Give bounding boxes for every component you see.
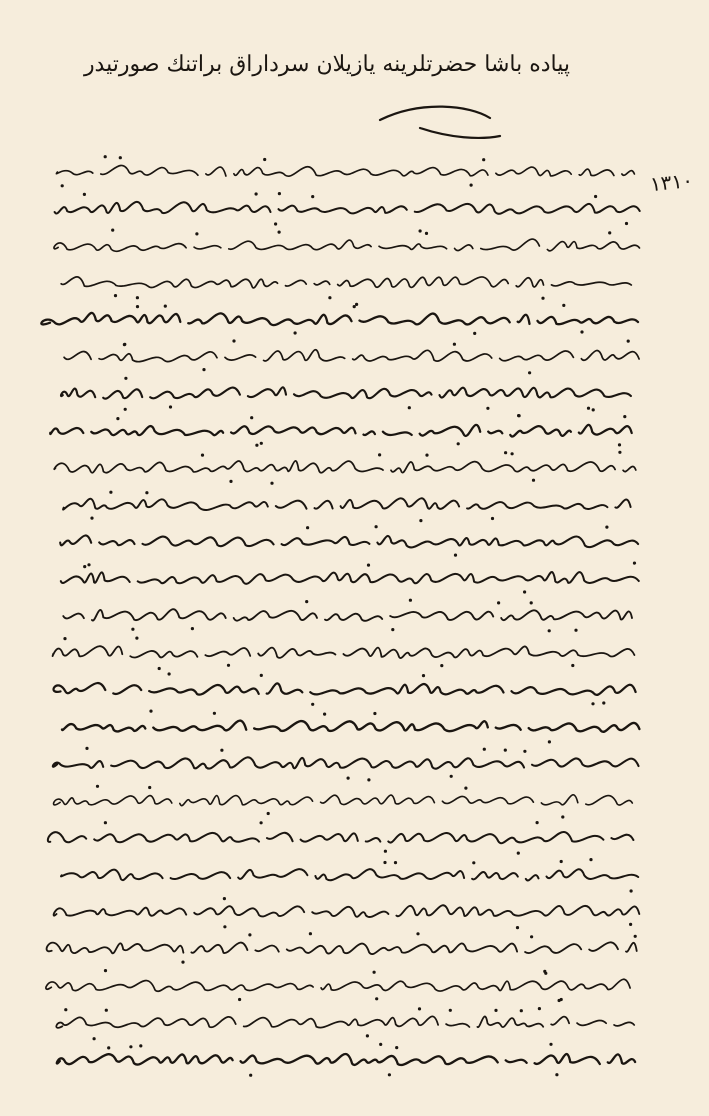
diacritic-dot — [260, 674, 263, 677]
diacritic-dot — [249, 1074, 252, 1077]
diacritic-dot — [561, 815, 564, 818]
diacritic-dot — [409, 599, 412, 602]
diacritic-dot — [504, 749, 507, 752]
diacritic-dot — [83, 193, 86, 196]
diacritic-dot — [83, 565, 86, 568]
diacritic-dot — [201, 454, 204, 457]
diacritic-dot — [63, 637, 66, 640]
diacritic-dot — [149, 710, 152, 713]
handwriting-line — [60, 535, 638, 547]
diacritic-dot — [104, 821, 107, 824]
diacritic-dot — [111, 229, 114, 232]
handwriting-line — [63, 609, 632, 621]
handwriting-line — [46, 979, 630, 991]
diacritic-dot — [274, 222, 277, 225]
diacritic-dot — [191, 627, 194, 630]
diacritic-dot — [328, 296, 331, 299]
diacritic-dot — [383, 861, 386, 864]
handwriting-line — [54, 905, 640, 917]
diacritic-dot — [311, 195, 314, 198]
diacritic-dot — [425, 232, 428, 235]
diacritic-dot — [123, 343, 126, 346]
diacritic-dot — [536, 821, 539, 824]
diacritic-dot — [408, 406, 411, 409]
diacritic-dot — [355, 303, 358, 306]
diacritic-dot — [633, 562, 636, 565]
diacritic-dot — [587, 407, 590, 410]
diacritic-dot — [260, 442, 263, 445]
diacritic-dot — [158, 667, 161, 670]
diacritic-dot — [491, 517, 494, 520]
diacritic-dot — [482, 158, 485, 161]
diacritic-dot — [562, 304, 565, 307]
handwriting-line — [41, 313, 638, 325]
handwriting-line — [56, 1016, 634, 1027]
diacritic-dot — [64, 1008, 67, 1011]
diacritic-dot — [229, 480, 232, 483]
diacritic-dot — [213, 712, 216, 715]
diacritic-dot — [278, 231, 281, 234]
diacritic-dot — [450, 775, 453, 778]
handwriting-line — [61, 387, 631, 398]
diacritic-dot — [202, 368, 205, 371]
diacritic-dot — [634, 935, 637, 938]
diacritic-dot — [347, 777, 350, 780]
diacritic-dot — [367, 564, 370, 567]
handwriting-line — [54, 461, 636, 473]
diacritic-dot — [416, 932, 419, 935]
diacritic-dot — [375, 525, 378, 528]
diacritic-dot — [124, 377, 127, 380]
handwriting-line — [56, 165, 634, 176]
diacritic-dot — [548, 629, 551, 632]
diacritic-dot — [109, 491, 112, 494]
diacritic-dot — [627, 340, 630, 343]
diacritic-dot — [419, 519, 422, 522]
handwriting-line — [47, 942, 637, 954]
diacritic-dot — [96, 785, 99, 788]
handwriting-lines — [41, 155, 639, 1077]
diacritic-dot — [367, 778, 370, 781]
diacritic-dot — [486, 407, 489, 410]
diacritic-dot — [625, 222, 628, 225]
diacritic-dot — [181, 961, 184, 964]
diacritic-dot — [494, 1009, 497, 1012]
diacritic-dot — [528, 371, 531, 374]
handwriting-line — [57, 1054, 635, 1065]
diacritic-dot — [373, 712, 376, 715]
diacritic-dot — [473, 332, 476, 335]
document-heading: پیاده باشا حضرتلرینه یازیلان سرداراق براتنك صورتیدر — [83, 52, 570, 77]
diacritic-dot — [548, 740, 551, 743]
handwriting-line — [54, 795, 633, 806]
diacritic-dot — [530, 601, 533, 604]
handwriting-line — [54, 239, 640, 251]
handwriting-line — [53, 646, 635, 658]
diacritic-dot — [453, 343, 456, 346]
diacritic-dot — [305, 600, 308, 603]
diacritic-dot — [422, 674, 425, 677]
diacritic-dot — [592, 408, 595, 411]
diacritic-dot — [464, 787, 467, 790]
diacritic-dot — [457, 442, 460, 445]
diacritic-dot — [560, 860, 563, 863]
diacritic-dot — [168, 672, 171, 675]
diacritic-dot — [270, 482, 273, 485]
diacritic-dot — [440, 664, 443, 667]
handwriting-line — [55, 202, 640, 214]
diacritic-dot — [523, 590, 526, 593]
diacritic-dot — [309, 932, 312, 935]
heading-flourish — [380, 107, 500, 138]
diacritic-dot — [560, 998, 563, 1001]
diacritic-dot — [61, 184, 64, 187]
diacritic-dot — [418, 1007, 421, 1010]
diacritic-dot — [105, 1009, 108, 1012]
handwriting-line — [50, 425, 631, 437]
handwriting-line — [61, 869, 638, 880]
diacritic-dot — [541, 297, 544, 300]
diacritic-dot — [124, 408, 127, 411]
diacritic-dot — [238, 998, 241, 1001]
handwriting-line — [53, 757, 639, 768]
diacritic-dot — [255, 192, 258, 195]
diacritic-dot — [255, 444, 258, 447]
diacritic-dot — [227, 664, 230, 667]
diacritic-dot — [449, 1009, 452, 1012]
diacritic-dot — [294, 331, 297, 334]
diacritic-dot — [373, 971, 376, 974]
diacritic-dot — [131, 628, 134, 631]
diacritic-dot — [378, 453, 381, 456]
diacritic-dot — [306, 526, 309, 529]
handwriting-line — [61, 572, 639, 584]
diacritic-dot — [129, 1045, 132, 1048]
diacritic-dot — [278, 192, 281, 195]
diacritic-dot — [591, 702, 594, 705]
handwriting-line — [62, 721, 639, 732]
diacritic-dot — [504, 451, 507, 454]
diacritic-dot — [223, 897, 226, 900]
diacritic-dot — [311, 703, 314, 706]
diacritic-dot — [555, 1073, 558, 1076]
diacritic-dot — [483, 748, 486, 751]
diacritic-dot — [395, 1046, 398, 1049]
diacritic-dot — [520, 1009, 523, 1012]
diacritic-dot — [497, 601, 500, 604]
diacritic-dot — [145, 491, 148, 494]
diacritic-dot — [220, 749, 223, 752]
handwriting-line — [54, 683, 636, 695]
diacritic-dot — [260, 821, 263, 824]
diacritic-dot — [594, 195, 597, 198]
diacritic-dot — [388, 1073, 391, 1076]
diacritic-dot — [623, 415, 626, 418]
diacritic-dot — [195, 232, 198, 235]
diacritic-dot — [90, 517, 93, 520]
diacritic-dot — [232, 339, 235, 342]
diacritic-dot — [580, 330, 583, 333]
diacritic-dot — [119, 156, 122, 159]
diacritic-dot — [538, 1007, 541, 1010]
diacritic-dot — [470, 184, 473, 187]
diacritic-dot — [164, 305, 167, 308]
diacritic-dot — [454, 554, 457, 557]
diacritic-dot — [116, 417, 119, 420]
diacritic-dot — [618, 443, 621, 446]
handwriting-line — [64, 350, 639, 362]
diacritic-dot — [136, 305, 139, 308]
date-numeral: ١٣١٠ — [648, 167, 695, 197]
diacritic-dot — [618, 451, 621, 454]
diacritic-dot — [323, 713, 326, 716]
diacritic-dot — [353, 305, 356, 308]
diacritic-dot — [263, 158, 266, 161]
diacritic-dot — [391, 628, 394, 631]
diacritic-dot — [510, 452, 513, 455]
diacritic-dot — [135, 637, 138, 640]
diacritic-dot — [114, 294, 117, 297]
diacritic-dot — [107, 1046, 110, 1049]
diacritic-dot — [608, 231, 611, 234]
diacritic-dot — [87, 563, 90, 566]
diacritic-dot — [384, 850, 387, 853]
diacritic-dot — [93, 1037, 96, 1040]
diacritic-dot — [366, 1034, 369, 1037]
diacritic-dot — [544, 972, 547, 975]
handwriting-line — [48, 832, 634, 843]
diacritic-dot — [602, 701, 605, 704]
diacritic-dot — [136, 296, 139, 299]
diacritic-dot — [589, 858, 592, 861]
diacritic-dot — [104, 969, 107, 972]
diacritic-dot — [574, 629, 577, 632]
diacritic-dot — [139, 1044, 142, 1047]
handwriting-line — [63, 498, 631, 510]
handwriting-line — [61, 277, 631, 288]
diacritic-dot — [571, 664, 574, 667]
diacritic-dot — [419, 229, 422, 232]
diacritic-dot — [250, 416, 253, 419]
diacritic-dot — [605, 526, 608, 529]
diacritic-dot — [425, 454, 428, 457]
diacritic-dot — [148, 786, 151, 789]
diacritic-dot — [223, 925, 226, 928]
diacritic-dot — [518, 414, 521, 417]
diacritic-dot — [472, 861, 475, 864]
diacritic-dot — [169, 405, 172, 408]
diacritic-dot — [517, 852, 520, 855]
diacritic-dot — [532, 479, 535, 482]
diacritic-dot — [394, 861, 397, 864]
diacritic-dot — [375, 997, 378, 1000]
diacritic-dot — [629, 923, 632, 926]
diacritic-dot — [530, 935, 533, 938]
diacritic-dot — [85, 747, 88, 750]
diacritic-dot — [516, 926, 519, 929]
diacritic-dot — [104, 155, 107, 158]
diacritic-dot — [267, 812, 270, 815]
diacritic-dot — [248, 933, 251, 936]
diacritic-dot — [379, 1043, 382, 1046]
diacritic-dot — [549, 1043, 552, 1046]
diacritic-dot — [630, 889, 633, 892]
diacritic-dot — [523, 750, 526, 753]
